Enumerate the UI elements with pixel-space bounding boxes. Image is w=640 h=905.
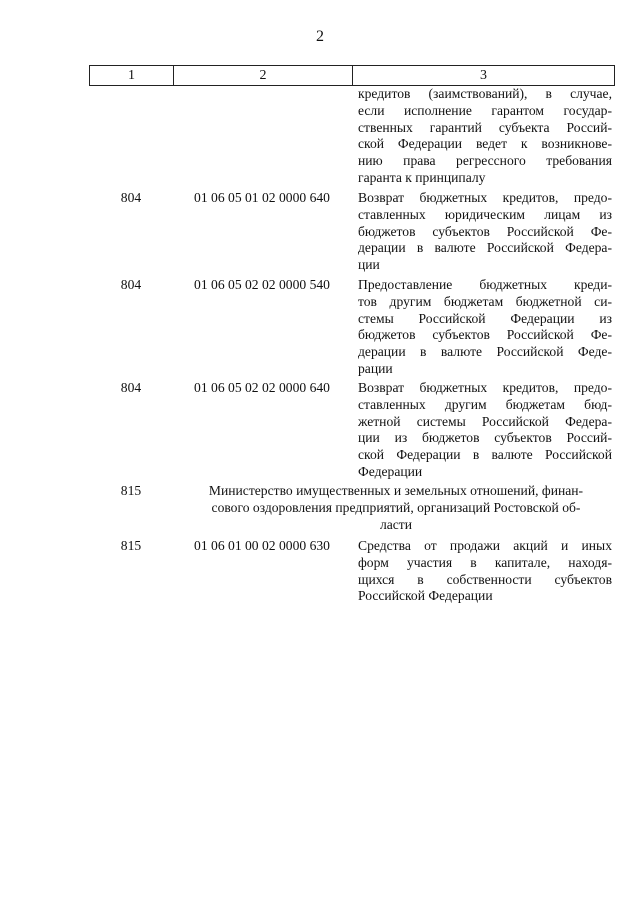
row-code: 804 <box>120 190 142 205</box>
row-kbk: 01 06 05 01 02 0000 640 <box>194 190 330 205</box>
page-number: 2 <box>316 28 324 45</box>
description-line: жетной системы Российской Федера- <box>358 413 612 429</box>
description-line: ставленных другим бюджетам бюд- <box>358 396 612 412</box>
row-ministry-name <box>180 483 612 533</box>
description-line: дерации в валюте Российской Федера- <box>358 240 612 256</box>
description-line: Возврат бюджетных кредитов, предо- <box>358 190 612 205</box>
description-line: ской Федерации в валюте Российской <box>358 447 612 463</box>
row-kbk: 01 06 01 00 02 0000 630 <box>194 538 330 553</box>
description-line: ской Федерации ведет к возникнове- <box>358 136 612 152</box>
description-line: тов другим бюджетам бюджетной си- <box>358 293 612 309</box>
header-col-3: 3 <box>480 67 487 83</box>
description-line: дерации в валюте Российской Феде- <box>358 344 612 360</box>
header-col-2: 2 <box>174 66 353 85</box>
description-line: гаранта к принципалу <box>358 169 486 185</box>
description-line: Средства от продажи акций и иных <box>358 538 612 553</box>
description-line: кредитов (заимствований), в случае, <box>358 86 612 101</box>
description-line: рации <box>358 360 393 376</box>
description-line: Предоставление бюджетных креди- <box>358 277 612 292</box>
description-line: ции <box>358 257 380 273</box>
row-description <box>358 277 612 378</box>
description-line: стемы Российской Федерации из <box>358 310 612 326</box>
row-description <box>358 190 612 274</box>
description-line: форм участия в капитале, находя- <box>358 554 612 570</box>
row-description <box>358 86 612 187</box>
ministry-line: ласти <box>379 516 413 532</box>
row-description <box>358 380 612 481</box>
description-line: Федерации <box>358 463 423 479</box>
row-kbk: 01 06 05 02 02 0000 640 <box>194 380 330 395</box>
row-code: 815 <box>120 538 142 553</box>
description-line: ции из бюджетов субъектов Россий- <box>358 430 612 446</box>
description-line: бюджетов субъектов Российской Фе- <box>358 327 612 343</box>
description-line: бюджетов субъектов Российской Фе- <box>358 223 612 239</box>
description-line: если исполнение гарантом государ- <box>358 102 612 118</box>
description-line: нию права регрессного требования <box>358 153 612 169</box>
row-code: 804 <box>120 380 142 395</box>
description-line: Возврат бюджетных кредитов, предо- <box>358 380 612 395</box>
ministry-line: сового оздоровления предприятий, организаций Ростовской об- <box>211 499 581 515</box>
row-kbk: 01 06 05 02 02 0000 540 <box>194 277 330 292</box>
row-code: 804 <box>120 277 142 292</box>
description-line: ставленных юридическим лицам из <box>358 206 612 222</box>
ministry-line: Министерство имущественных и земельных отношений, финан- <box>208 483 584 498</box>
description-line: ственных гарантий субъекта Россий- <box>358 119 612 135</box>
header-col-1: 1 <box>90 66 174 85</box>
row-code: 815 <box>120 483 142 498</box>
description-line: Российской Федерации <box>358 588 493 604</box>
table-header <box>89 65 615 86</box>
description-line: щихся в собственности субъектов <box>358 571 612 587</box>
row-description <box>358 538 612 605</box>
